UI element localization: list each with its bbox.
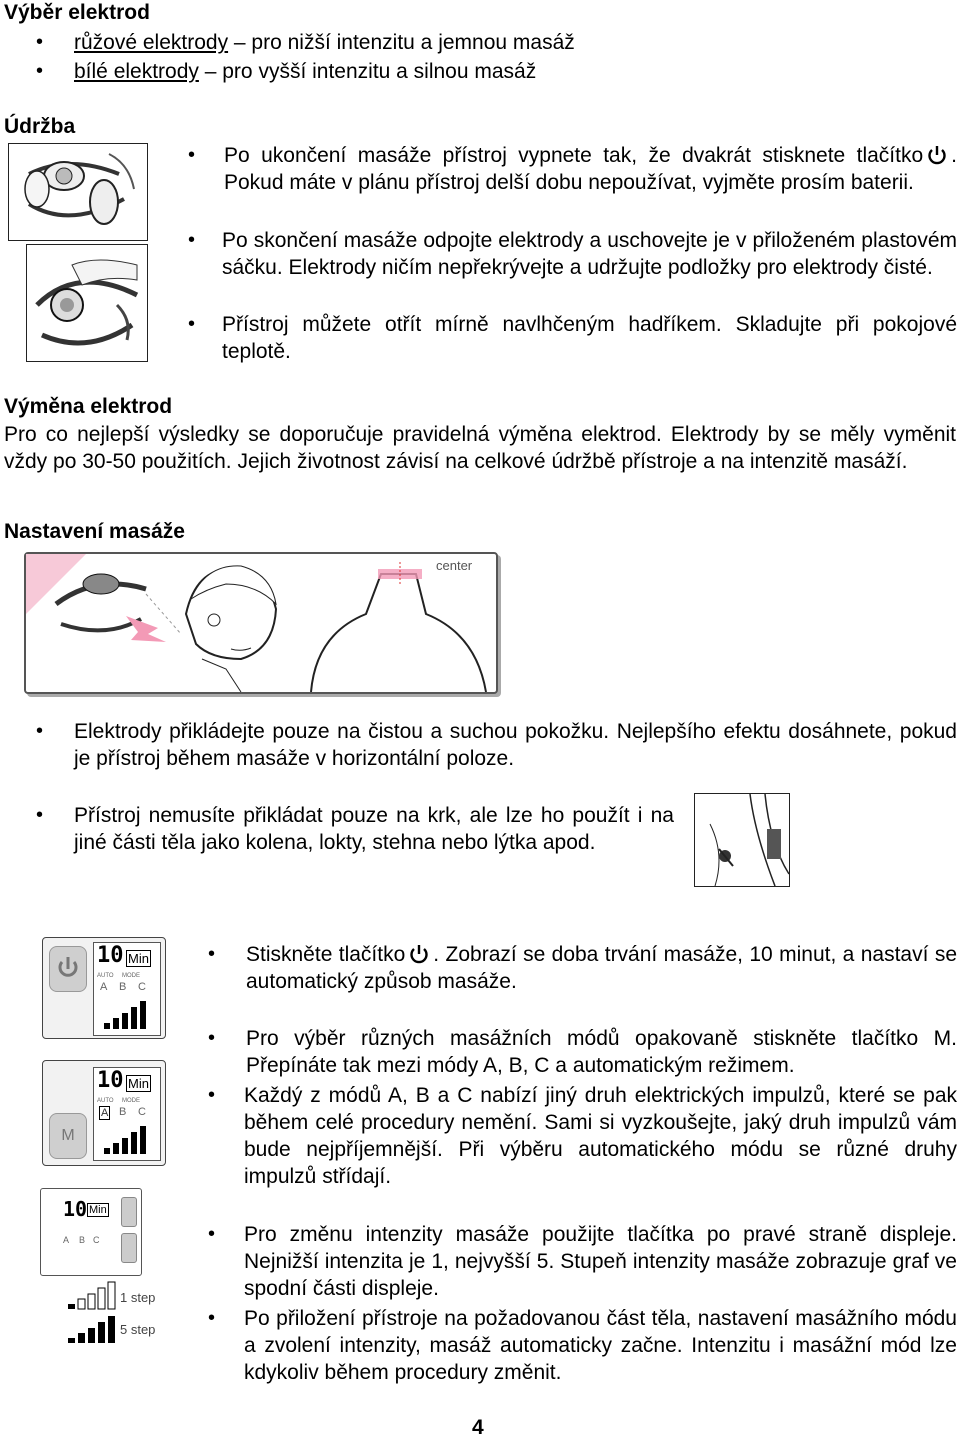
lcd-panel: [93, 1067, 161, 1161]
settings-bullet-body-parts: Přístroj nemusíte přikládat pouze na krk, ale lze ho použít i na jiné části těla jako kolena, lokty, stehna nebo lýtka apod.: [74, 804, 674, 854]
bullet-icon: •: [208, 1307, 216, 1329]
lcd-unit: Min: [89, 1204, 107, 1216]
lcd-mode-b: B: [119, 1106, 127, 1118]
page-number: 4: [472, 1416, 484, 1439]
pink-electrodes-link: růžové elektrody: [74, 31, 229, 54]
lcd-unit: Min: [128, 1076, 149, 1091]
lcd-unit: Min: [128, 951, 149, 966]
intensity-up-button[interactable]: [121, 1197, 137, 1227]
settings-bullet-skin: Elektrody přikládejte pouze na čistou a suchou pokožku. Nejlepšího efektu dosáhnete, pokud je přístroj během masáže v horizontální poloze.: [74, 720, 957, 770]
settings-item-intensity: Pro změnu intenzity masáže použijte tlačítka po pravé straně displeje. Nejnižší intenzita je 1, nejvyšší 5. Stupeň intenzity masáže zobrazuje graf ve spodní části displeje.: [244, 1223, 957, 1300]
lcd-auto: AUTO: [97, 1098, 114, 1104]
bullet-icon: •: [188, 144, 196, 166]
heading-electrode-selection: Výběr elektrod: [4, 1, 150, 24]
lcd-mode-b: B: [79, 1235, 86, 1245]
device-display-intensity: [40, 1188, 158, 1348]
center-label: center: [436, 558, 473, 573]
lcd-auto: AUTO: [97, 973, 114, 979]
lcd-mode-a: A: [101, 1107, 109, 1119]
lcd-mode: MODE: [122, 1098, 140, 1104]
lcd-mode-b: B: [119, 981, 127, 993]
list-item-white-electrodes: bílé elektrody – pro vyšší intenzitu a silnou masáž: [74, 60, 537, 83]
lcd-mode-c: C: [93, 1235, 100, 1245]
power-icon: [408, 943, 430, 965]
maintenance-item-3: Přístroj můžete otřít mírně navlhčeným hadříkem. Skladujte při pokojové teplotě.: [222, 313, 957, 363]
bullet-icon: •: [36, 804, 44, 826]
lcd-mode-c: C: [138, 1106, 146, 1118]
settings-item-mode-select: Pro výběr různých masážních módů opakovaně stiskněte tlačítko M. Přepínáte tak mezi módy A, B, C a automatickým režimem.: [246, 1027, 957, 1077]
m-button[interactable]: M: [49, 1113, 87, 1159]
intensity-bars: [102, 1124, 154, 1156]
figure-device-cleaning-top: [8, 143, 148, 241]
figure-placement-illustration: [24, 552, 498, 694]
figure-knee-application: [694, 793, 790, 887]
bullet-icon: •: [208, 1223, 216, 1245]
power-icon: [50, 947, 86, 991]
bullet-icon: •: [208, 1027, 216, 1049]
lcd-digits: 10: [97, 943, 124, 968]
lcd-digits: 10: [97, 1068, 124, 1093]
maintenance-item-1: Po ukončení masáže přístroj vypnete tak, že dvakrát stisknete tlačítko . Pokud máte v plánu přístroj delší dobu nepoužívat, vyjměte prosím baterii.: [224, 144, 957, 194]
power-icon: [926, 144, 948, 166]
lcd-digits: 10: [63, 1197, 88, 1221]
bullet-icon: •: [208, 943, 216, 965]
power-button[interactable]: [49, 946, 87, 992]
settings-item-modes-info: Každý z módů A, B a C nabízí jiný druh elektrických impulzů, které se pak během celé procedury nemění. Sami si vyzkoušejte, jaký druh impulzů vám bude nejpříjemnější. Při výběru automatického módu se různé druhy impulzů střídají.: [244, 1084, 957, 1188]
heading-massage-settings: Nastavení masáže: [4, 520, 185, 543]
bullet-icon: •: [188, 229, 196, 251]
lcd-panel: [40, 1188, 142, 1276]
device-display-power: [42, 937, 166, 1039]
bullet-icon: •: [36, 60, 44, 82]
figure-device-cleaning-bottom: [26, 244, 148, 362]
settings-item-power: Stiskněte tlačítko . Zobrazí se doba trvání masáže, 10 minut, a nastaví se automatický způsob masáže.: [246, 943, 958, 993]
intensity-bars: [102, 999, 154, 1031]
intensity-bars-step5: [66, 1314, 122, 1344]
maintenance-item-2: Po skončení masáže odpojte elektrody a uschovejte je v přiloženém plastovém sáčku. Elektrody ničím nepřekrývejte a udržujte podložky pro elektrody čisté.: [222, 229, 957, 279]
step1-label: 1 step: [120, 1290, 156, 1305]
bullet-icon: •: [36, 720, 44, 742]
heading-maintenance: Údržba: [4, 115, 76, 138]
bullet-icon: •: [208, 1084, 216, 1106]
lcd-mode-c: C: [138, 981, 146, 993]
list-item-pink-electrodes: růžové elektrody – pro nižší intenzitu a jemnou masáž: [74, 31, 575, 54]
lcd-panel: [93, 942, 161, 1036]
heading-electrode-replacement: Výměna elektrod: [4, 395, 173, 418]
intensity-bars-step1: [66, 1280, 122, 1310]
lcd-mode-a: A: [100, 981, 108, 993]
intensity-down-button[interactable]: [121, 1233, 137, 1263]
bullet-icon: •: [36, 31, 44, 53]
lcd-mode: MODE: [122, 973, 140, 979]
step5-label: 5 step: [120, 1322, 156, 1337]
lcd-mode-a: A: [63, 1235, 70, 1245]
device-display-mode: [42, 1060, 166, 1166]
settings-item-start: Po přiložení přístroje na požadovanou část těla, nastavení masážního módu a zvolení intenzity, masáž automaticky začne. Intenzitu i masážní mód lze kdykoliv během procedury změnit.: [244, 1307, 957, 1384]
white-electrodes-link: bílé elektrody: [74, 60, 199, 83]
bullet-icon: •: [188, 313, 196, 335]
replacement-paragraph: Pro co nejlepší výsledky se doporučuje pravidelná výměna elektrod. Elektrody by se měly vyměnit vždy po 30-50 použitích. Jejich životnost závisí na celkové údržbě přístroje a na intenzitě masáží.: [4, 423, 956, 473]
